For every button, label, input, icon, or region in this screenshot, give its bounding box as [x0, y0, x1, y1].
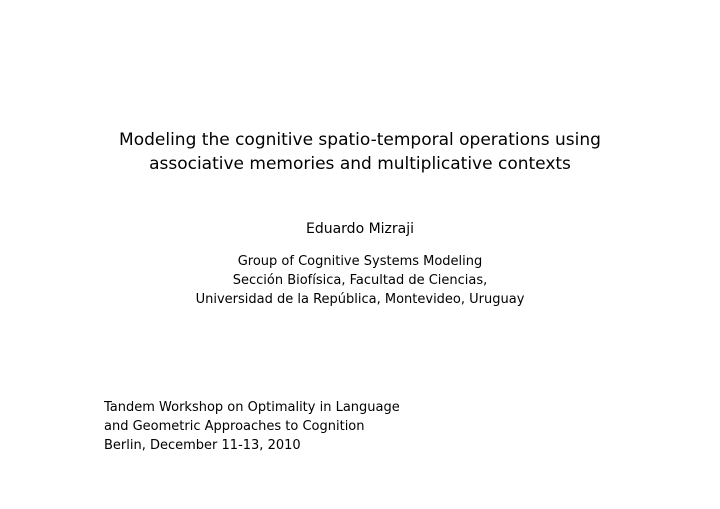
event-info	[104, 398, 524, 455]
affiliation-line-1: Group of Cognitive Systems Modeling	[237, 254, 483, 269]
affiliation-line-2: Sección Biofísica, Facultad de Ciencias,	[232, 273, 488, 288]
affiliation-line-3: Universidad de la República, Montevideo, Uruguay	[195, 292, 525, 307]
affiliation	[0, 252, 720, 309]
event-line-3: Berlin, December 11-13, 2010	[104, 438, 301, 453]
author-name: Eduardo Mizraji	[305, 221, 415, 237]
title-line-1: Modeling the cognitive spatio-temporal operations using	[119, 130, 601, 150]
event-line-2: and Geometric Approaches to Cognition	[104, 419, 365, 434]
event-line-1: Tandem Workshop on Optimality in Language	[104, 400, 400, 415]
title-line-2: associative memories and multiplicative contexts	[149, 154, 571, 174]
slide-title	[0, 128, 720, 176]
